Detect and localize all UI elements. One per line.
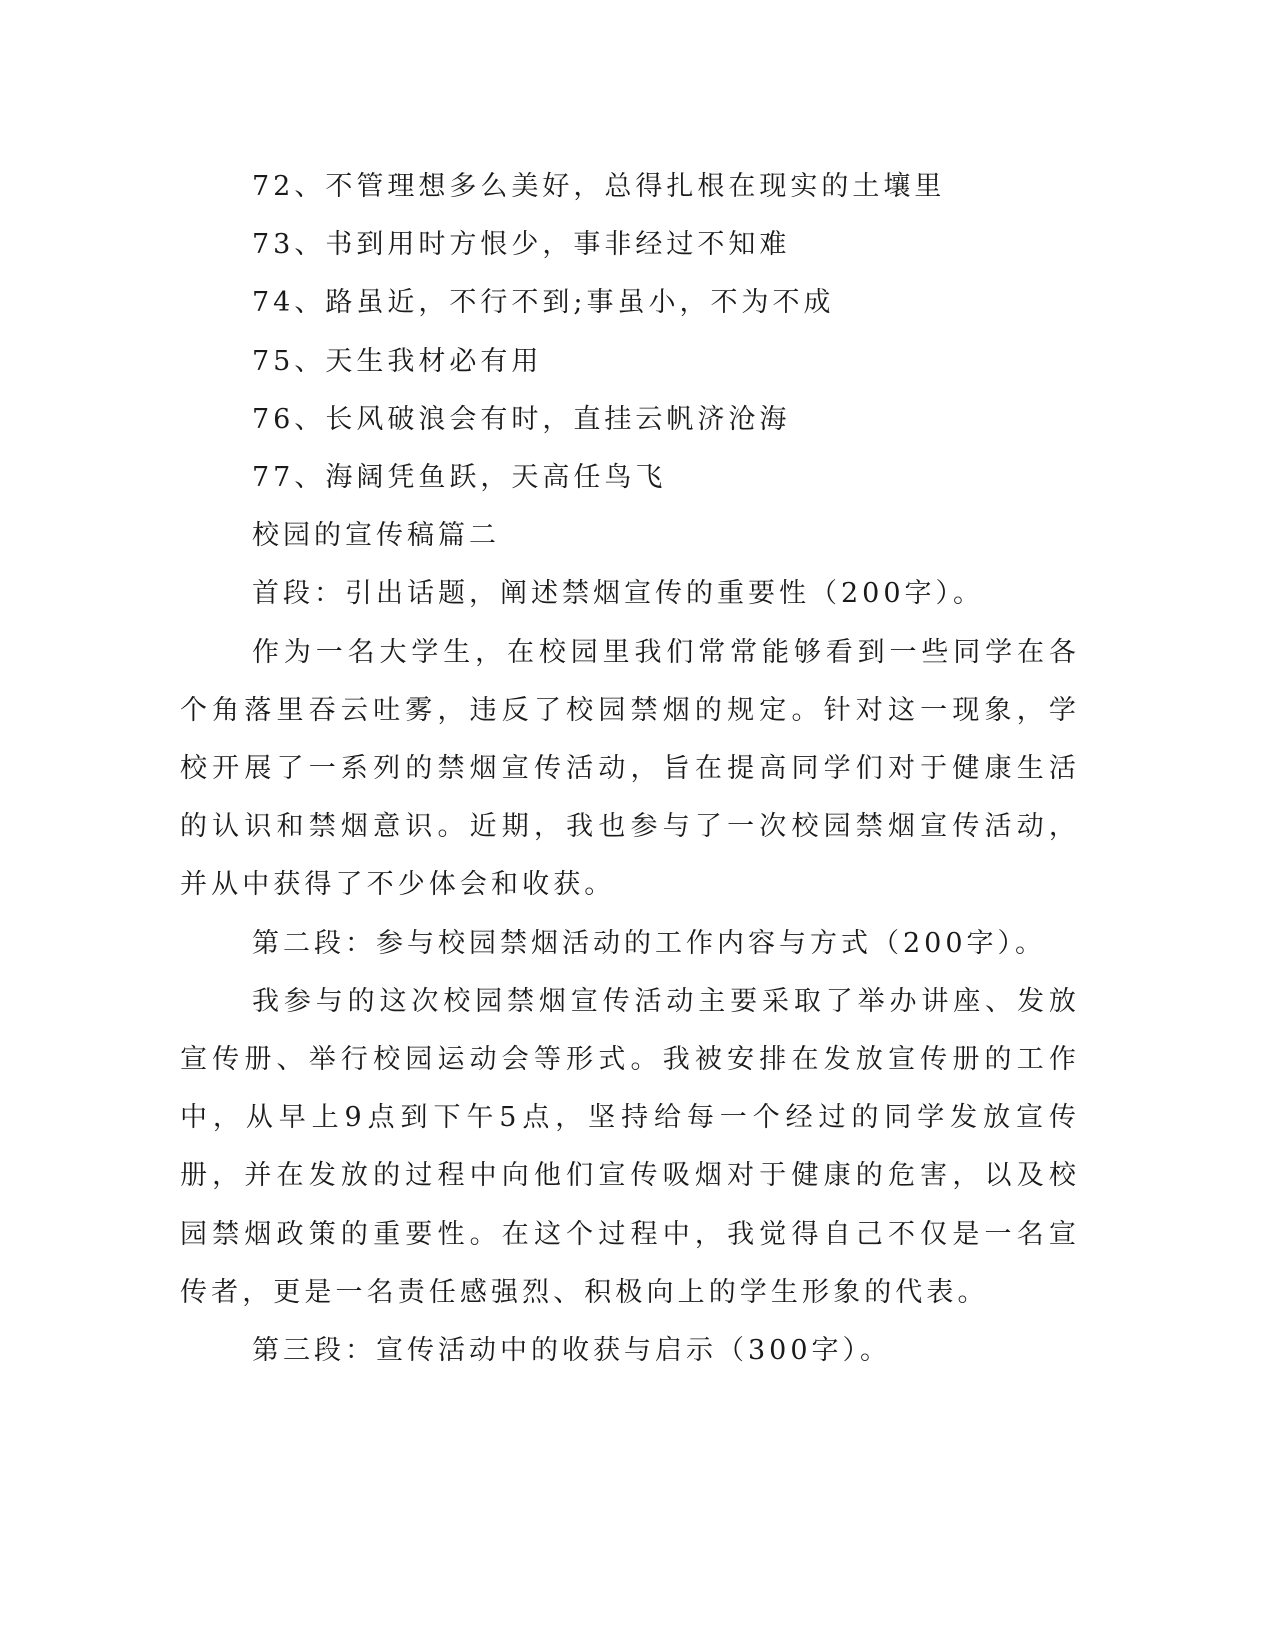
section-title: 校园的宣传稿篇二 <box>252 520 500 552</box>
list-item: 74、路虽近，不行不到;事虽小，不为不成 <box>252 287 835 319</box>
paragraph-heading-second: 第二段：参与校园禁烟活动的工作内容与方式（200字）。 <box>252 927 1047 959</box>
paragraph-heading-third: 第三段：宣传活动中的收获与启示（300字）。 <box>252 1334 892 1366</box>
list-item: 72、不管理想多么美好，总得扎根在现实的土壤里 <box>252 171 946 202</box>
document-body <box>180 158 1080 1380</box>
list-item: 77、海阔凭鱼跃，天高任鸟飞 <box>252 461 667 493</box>
list-item: 73、书到用时方恨少，事非经过不知难 <box>252 229 791 261</box>
paragraph-heading-first: 首段：引出话题，阐述禁烟宣传的重要性（200字）。 <box>252 578 985 610</box>
list-item: 76、长风破浪会有时，直挂云帆济沧海 <box>252 403 791 435</box>
body-paragraph-1: 作为一名大学生，在校园里我们常常能够看到一些同学在各个角落里吞云吐雾，违反了校园禁烟的规定。针对这一现象，学校开展了一系列的禁烟宣传活动，旨在提高同学们对于健康生活的认识和禁烟意识。近期，我也参与了一次校园禁烟宣传活动，并从中获得了不少体会和收获。 <box>180 636 1080 901</box>
body-paragraph-2: 我参与的这次校园禁烟宣传活动主要采取了举办讲座、发放宣传册、举行校园运动会等形式。我被安排在发放宣传册的工作中，从早上9点到下午5点，坚持给每一个经过的同学发放宣传册，并在发放的过程中向他们宣传吸烟对于健康的危害，以及校园禁烟政策的重要性。在这个过程中，我觉得自己不仅是一名宣传者，更是一名责任感强烈、积极向上的学生形象的代表。 <box>180 985 1080 1308</box>
list-item: 75、天生我材必有用 <box>252 345 543 377</box>
